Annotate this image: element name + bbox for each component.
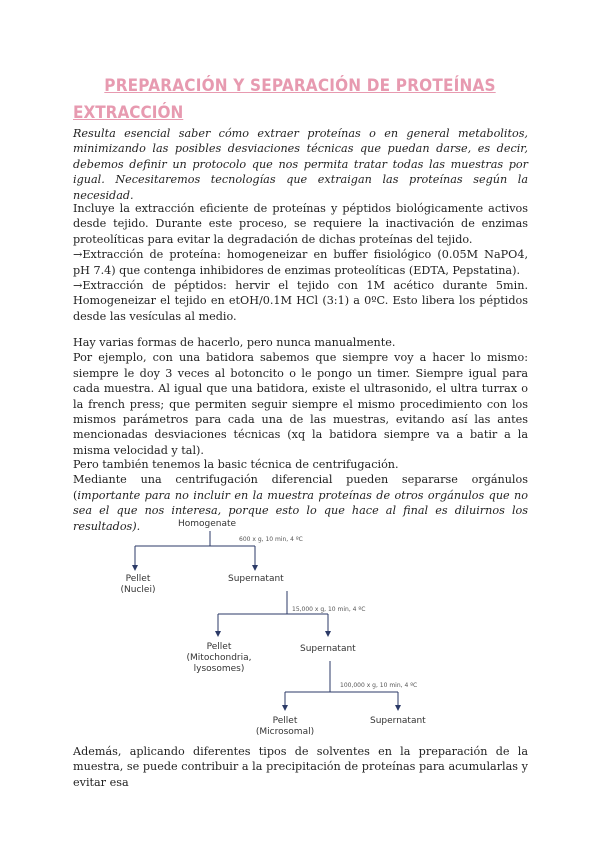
pellet-microsomal <box>255 716 315 738</box>
diagram-arrows <box>120 516 480 742</box>
solvents-block <box>73 744 528 790</box>
pellet-3-sub: (Microsomal) <box>255 727 315 737</box>
pellet-2-label: Pellet <box>206 642 232 652</box>
intro-text: Resulta esencial saber cómo extraer proteínas o en general metabolitos, minimizando las posibles desviaciones técnicas que puedan darse, es decir, debemos definir un protocolo que nos permita tratar todas las muestras por igual. Necesitaremos tecnologías que extraigan las proteínas según la necesidad. <box>73 127 528 202</box>
homogenate-label: Homogenate <box>178 519 237 529</box>
page-title: PREPARACIÓN Y SEPARACIÓN DE PROTEÍNAS <box>104 76 496 96</box>
step3-condition: 100,000 x g, 10 min, 4 ºC <box>340 682 418 689</box>
pellet-1-label: Pellet <box>125 574 151 584</box>
pellet-nuclei <box>120 574 156 596</box>
extraction-block <box>73 201 528 324</box>
paragraph-solvents: Además, aplicando diferentes tipos de solventes en la preparación de la muestra, se puede contribuir a la precipitación de proteínas para acumularlas y evitar esa <box>73 745 528 789</box>
pellet-2-sub: (Mitochondria, <box>186 653 252 663</box>
paragraph-extraction: Incluye la extracción eficiente de proteínas y péptidos biológicamente activos desde tejido. Durante este proceso, se requiere la inactivación de enzimas proteolíticas para evitar la degradación de dichas proteínas del tejido. <box>73 202 528 246</box>
supernatant-2: Supernatant <box>300 644 356 654</box>
section-heading: EXTRACCIÓN <box>73 103 184 123</box>
paragraph-blender-example: Por ejemplo, con una batidora sabemos que siempre voy a hacer lo mismo: siempre le doy 3 veces al botoncito o le pongo un timer. Siempre igual para cada muestra. Al igual que una batidora, existe el ultrasonido, el ultra turrax o la french press; que permiten seguir siempre el mismo procedimiento con los mismos parámetros para cada una de las muestras, evitando así las antes mencionadas desviaciones técnicas (xq la batidora siempre va a batir a la misma velocidad y tal). <box>73 351 528 457</box>
diff-text-start: Mediante una centrifugación diferencial pueden separarse orgánulos ( <box>73 473 528 502</box>
pellet-2-sub2: lysosomes) <box>193 664 245 674</box>
centrifugation-diagram <box>120 516 480 742</box>
methods-block <box>73 335 528 458</box>
intro-paragraph <box>73 126 528 203</box>
pellet-1-sub: (Nuclei) <box>120 585 156 595</box>
step1-condition: 600 x g, 10 min, 4 ºC <box>239 536 303 543</box>
supernatant-1: Supernatant <box>228 574 284 584</box>
step2-condition: 15,000 x g, 10 min, 4 ºC <box>292 606 366 613</box>
paragraph-protein-extraction: →Extracción de proteína: homogeneizar en buffer fisiológico (0.05M NaPO4, pH 7.4) que contenga inhibidores de enzimas proteolíticas (EDTA, Pepstatina). <box>73 248 528 277</box>
diff-text-italic: importante para no incluir en la muestra proteínas de otros orgánulos que no sea el que nos interesa, porque esto lo que hace al final es diluirnos los resultados). <box>73 488 528 533</box>
supernatant-3: Supernatant <box>370 716 426 726</box>
paragraph-methods-intro: Hay varias formas de hacerlo, pero nunca manualmente. <box>73 336 396 349</box>
pellet-3-label: Pellet <box>272 716 298 726</box>
paragraph-peptide-extraction: →Extracción de péptidos: hervir el tejido con 1M acético durante 5min. Homogeneizar el tejido en etOH/0.1M HCl (3:1) a 0ºC. Esto libera los péptidos desde las vesículas al medio. <box>73 279 528 323</box>
pellet-mitochondria <box>186 642 252 675</box>
paragraph-centrifugation: Pero también tenemos la basic técnica de centrifugación. <box>73 458 399 471</box>
